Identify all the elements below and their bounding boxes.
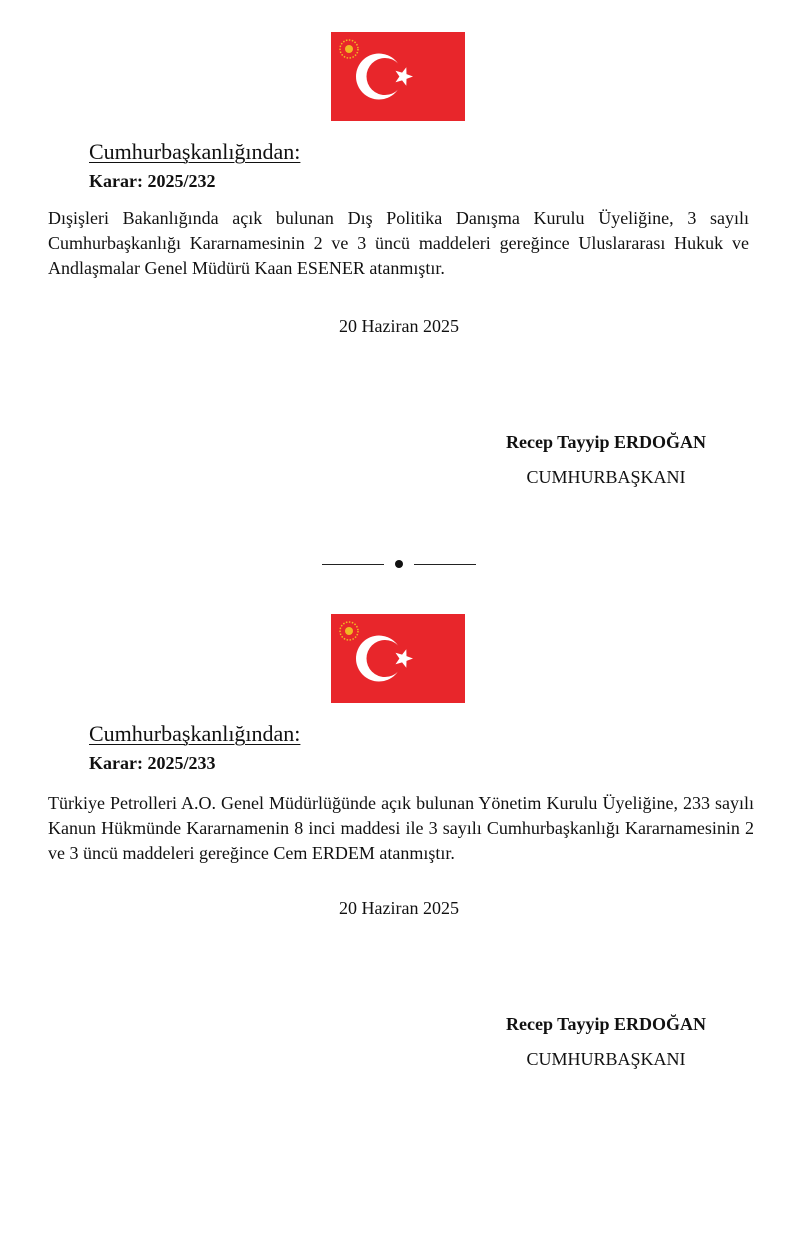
- office-heading: Cumhurbaşkanlığından:: [89, 139, 301, 164]
- decision-date: 20 Haziran 2025: [339, 898, 459, 918]
- signer-name: Recep Tayyip ERDOĞAN: [505, 432, 707, 452]
- decision-number: Karar: 2025/232: [89, 171, 216, 191]
- separator-line-right: [414, 564, 476, 565]
- separator-bullet-icon: [395, 560, 403, 568]
- office-heading: Cumhurbaşkanlığından:: [89, 721, 301, 746]
- signer-title: CUMHURBAŞKANI: [526, 1049, 686, 1069]
- signer-name: Recep Tayyip ERDOĞAN: [505, 1014, 707, 1034]
- separator-line-left: [322, 564, 384, 565]
- signer-title: CUMHURBAŞKANI: [526, 467, 686, 487]
- turkish-flag-icon: [331, 32, 465, 121]
- decision-number: Karar: 2025/233: [89, 753, 216, 773]
- section-separator: [322, 556, 476, 570]
- decision-text: Türkiye Petrolleri A.O. Genel Müdürlüğünde açık bulunan Yönetim Kurulu Üyeliğine, 233 sayılı Kanun Hükmünde Kararnamenin 8 inci maddesi ile 3 sayılı Cumhurbaşkanlığı Kararnamesinin 2 ve 3 üncü maddeleri gereğince Cem ERDEM atanmıştır.: [48, 793, 754, 863]
- decision-date: 20 Haziran 2025: [339, 316, 459, 336]
- turkish-flag-icon: [331, 614, 465, 703]
- decision-text: Dışişleri Bakanlığında açık bulunan Dış Politika Danışma Kurulu Üyeliğine, 3 sayılı Cumhurbaşkanlığı Kararnamesinin 2 ve 3 üncü maddeleri gereğince Uluslararası Hukuk ve Andlaşmalar Genel Müdürü Kaan ESENER atanmıştır.: [48, 208, 749, 278]
